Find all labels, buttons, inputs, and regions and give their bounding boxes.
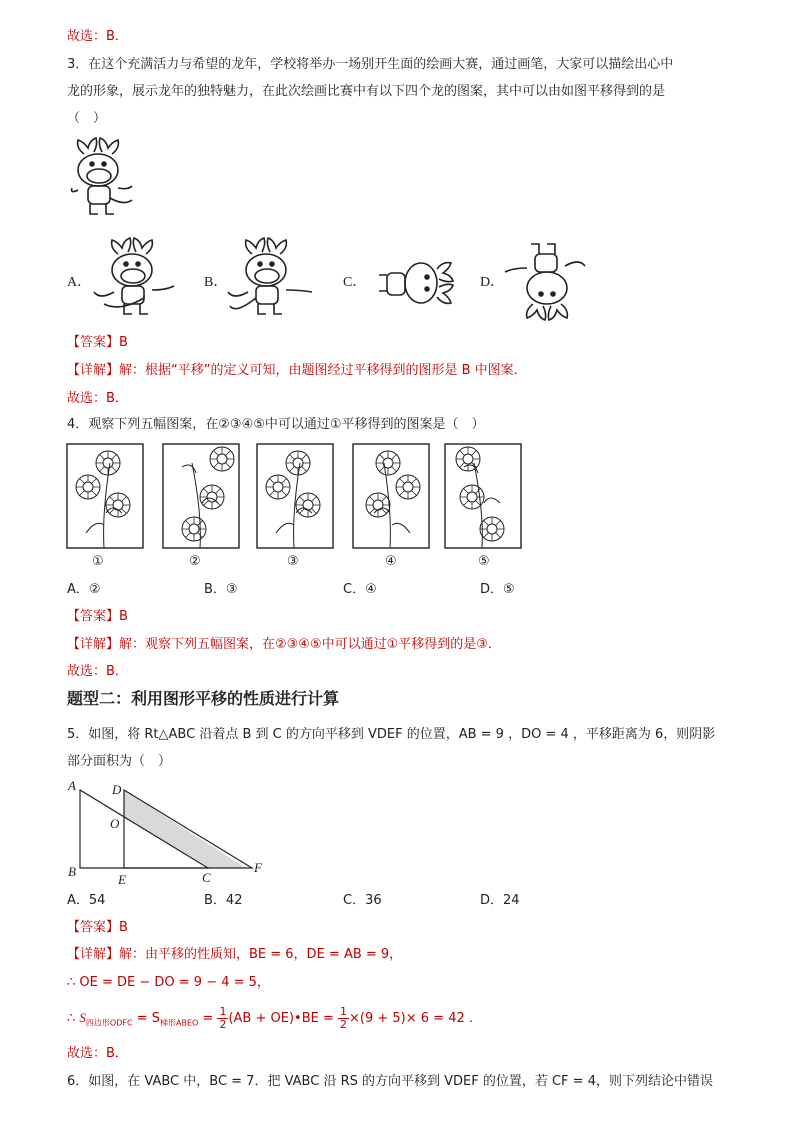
q4-option-d: D．⑤ — [480, 582, 515, 597]
point-o-label: O — [110, 816, 120, 831]
q3-stem-line2: 龙的形象，展示龙年的独特魅力，在此次绘画比赛中有以下四个龙的图案，其中可以由如图平移得到的是 — [67, 84, 666, 99]
point-d-label: D — [112, 782, 122, 797]
q5-explanation: 【详解】解：由平移的性质知，BE = 6，DE = AB = 9， — [67, 947, 403, 962]
point-f-label: F — [254, 860, 262, 875]
q4-label-5: ⑤ — [478, 554, 490, 569]
q3-option-c-label: C． — [343, 275, 367, 290]
q4-stem: 4．观察下列五幅图案，在②③④⑤中可以通过①平移得到的图案是（ ） — [67, 417, 485, 432]
dragon-option-d-image — [503, 232, 588, 327]
eq2-prefix: ∴ — [67, 1011, 80, 1026]
pick-line: 故选：B． — [67, 29, 128, 44]
q4-label-1: ① — [92, 554, 104, 569]
q4-panel-1 — [67, 444, 143, 548]
q4-panel-5 — [445, 444, 521, 548]
q3-stem-line1: 3．在这个充满活力与希望的龙年，学校将举办一场别开生面的绘画大赛，通过画笔，大家可以描绘出心中 — [67, 57, 674, 72]
q5-equation-1: ∴ OE = DE − DO = 9 − 4 = 5， — [67, 975, 270, 990]
q4-pick: 故选：B． — [67, 664, 128, 679]
q5-option-a: A．54 — [67, 893, 106, 908]
eq2-rest3: ×(9 + 5)× 6 = 42 . — [349, 1011, 473, 1026]
eq2-rest2: (AB + OE)•BE = — [228, 1011, 338, 1026]
q5-option-c: C．36 — [343, 893, 382, 908]
q3-option-a-label: A． — [67, 275, 92, 290]
eq2-lhs-sub: 四边形ODFC — [85, 1018, 133, 1028]
q3-answer: 【答案】B — [67, 335, 128, 350]
eq2-mid-sub: 梯形ABEO — [159, 1018, 199, 1028]
eq2-rest1: = — [198, 1011, 218, 1026]
q5-equation-2 — [67, 1003, 473, 1033]
q5-translation-figure — [64, 778, 274, 888]
point-b-label: B — [68, 864, 76, 879]
q4-option-c: C．④ — [343, 582, 377, 597]
section-title: 题型二：利用图形平移的性质进行计算 — [67, 689, 340, 708]
q5-answer: 【答案】B — [67, 920, 128, 935]
dragon-option-b-image — [226, 232, 321, 327]
dragon-original-image — [68, 132, 138, 227]
q3-pick: 故选：B． — [67, 391, 128, 406]
q3-option-b-label: B． — [204, 275, 228, 290]
q5-option-b: B．42 — [204, 893, 243, 908]
q5-option-d: D．24 — [480, 893, 520, 908]
point-e-label: E — [118, 872, 126, 887]
q4-panel-3 — [257, 444, 333, 548]
q3-option-d-label: D． — [480, 275, 505, 290]
q4-answer: 【答案】B — [67, 609, 128, 624]
q4-label-4: ④ — [385, 554, 397, 569]
dragon-option-c-image — [365, 245, 460, 320]
eq2-lhs: S — [79, 1010, 86, 1025]
point-a-label: A — [68, 778, 76, 793]
q4-option-b: B．③ — [204, 582, 238, 597]
q4-flower-panels — [66, 443, 706, 551]
q3-stem-line3: （ ） — [67, 111, 107, 126]
q4-label-2: ② — [189, 554, 201, 569]
eq2-mid: = S — [132, 1011, 160, 1026]
q3-explanation: 【详解】解：根据“平移”的定义可知，由题图经过平移得到的图形是 B 中图案． — [67, 363, 527, 378]
point-c-label: C — [202, 870, 211, 885]
dragon-option-a-image — [92, 232, 180, 327]
q4-panel-2 — [163, 444, 239, 548]
q5-stem-line1: 5．如图，将 Rt△ABC 沿着点 B 到 C 的方向平移到 VDEF 的位置，AB = 9 ，DO = 4 ，平移距离为 6，则阴影 — [67, 727, 716, 742]
q5-stem-line2: 部分面积为（ ） — [67, 754, 172, 769]
q6-stem: 6．如图，在 VABC 中，BC = 7．把 VABC 沿 RS 的方向平移到 VDEF 的位置，若 CF = 4，则下列结论中错误 — [67, 1074, 713, 1089]
fraction-half-1: $\frac{1}{2}$ — [219, 1005, 227, 1031]
fraction-half-2: $\frac{1}{2}$ — [340, 1005, 347, 1031]
q4-option-a: A．② — [67, 582, 101, 597]
q5-pick: 故选：B． — [67, 1046, 128, 1061]
q4-label-3: ③ — [287, 554, 299, 569]
q4-explanation: 【详解】解：观察下列五幅图案，在②③④⑤中可以通过①平移得到的是③． — [67, 637, 501, 652]
q4-panel-4 — [353, 444, 429, 548]
